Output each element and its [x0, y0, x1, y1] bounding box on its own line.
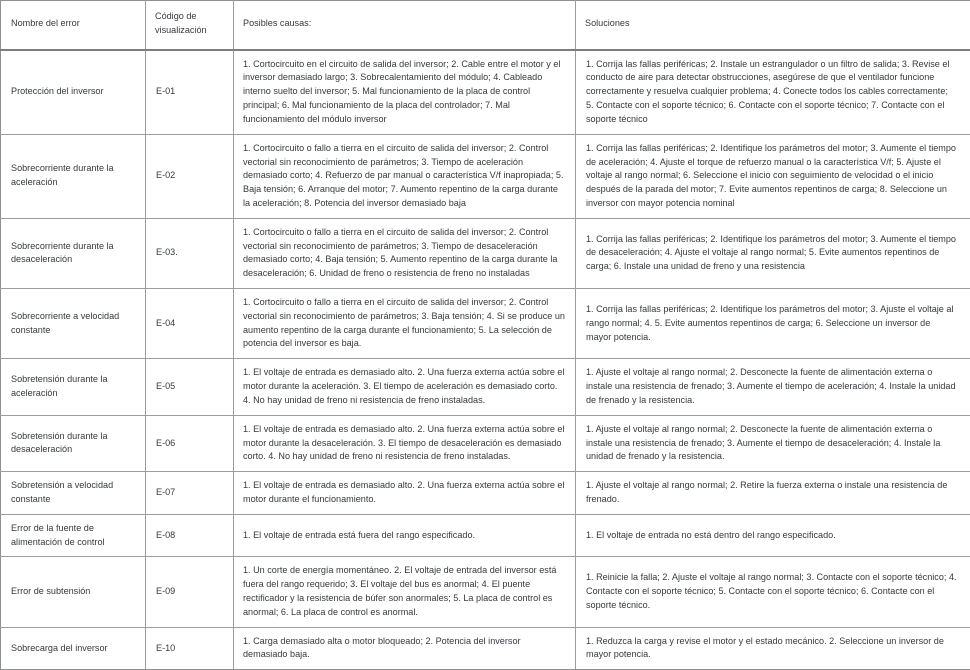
display-code-cell: E-04 [146, 289, 234, 359]
possible-causes-cell: 1. Cortocircuito o fallo a tierra en el circuito de salida del inversor; 2. Control vectorial sin reconocimiento de parámetros; 3. Tiempo de aceleración demasiado corto; 4. Refuerzo de par manual o característica V/f inapropiada; 5. Baja tensión; 6. Arranque del motor; 7. Aumento repentino de la carga durante la aceleración; 8. Potencia del inversor demasiado baja [234, 134, 576, 218]
display-code-cell: E-09 [146, 557, 234, 627]
display-code-cell: E-10 [146, 627, 234, 670]
column-header-error-name: Nombre del error [1, 1, 146, 50]
table-row [1, 289, 970, 359]
solutions-cell: 1. El voltaje de entrada no está dentro del rango especificado. [576, 514, 970, 557]
table-row [1, 134, 970, 218]
possible-causes-cell: 1. El voltaje de entrada es demasiado alto. 2. Una fuerza externa actúa sobre el motor durante el funcionamiento. [234, 472, 576, 515]
error-name-cell: Sobrecorriente durante la desaceleración [1, 218, 146, 288]
possible-causes-cell: 1. Cortocircuito o fallo a tierra en el circuito de salida del inversor; 2. Control vectorial sin reconocimiento de parámetros; 3. Baja tensión; 4. Si se produce un aumento repentino de la carga durante el funcionamiento; 5. La selección de potencia del inversor es baja. [234, 289, 576, 359]
table-row [1, 557, 970, 627]
solutions-cell: 1. Ajuste el voltaje al rango normal; 2. Desconecte la fuente de alimentación externa o instale una resistencia de frenado; 3. Aumente el tiempo de aceleración; 4. Instale la unidad de frenado y la resistencia. [576, 359, 970, 415]
possible-causes-cell: 1. Carga demasiado alta o motor bloqueado; 2. Potencia del inversor demasiado baja. [234, 627, 576, 670]
possible-causes-cell: 1. El voltaje de entrada es demasiado alto. 2. Una fuerza externa actúa sobre el motor durante la desaceleración. 3. El tiempo de desaceleración es demasiado corto. 4. No hay unidad de freno ni resistencia de freno instaladas. [234, 415, 576, 471]
table-row [1, 514, 970, 557]
solutions-cell: 1. Ajuste el voltaje al rango normal; 2. Desconecte la fuente de alimentación externa o instale una resistencia de frenado; 3. Aumente el tiempo de desaceleración; 4. Instale la unidad de frenado y la resistencia. [576, 415, 970, 471]
error-name-cell: Sobrecorriente durante la aceleración [1, 134, 146, 218]
error-name-cell: Sobretensión durante la aceleración [1, 359, 146, 415]
table-body [1, 50, 970, 670]
display-code-cell: E-07 [146, 472, 234, 515]
solutions-cell: 1. Corrija las fallas periféricas; 2. Identifique los parámetros del motor; 3. Aumente el tiempo de desaceleración; 4. Ajuste el voltaje al rango normal; 5. Evite aumentos repentinos de carga; 6. Instale una unidad de freno y una resistencia [576, 218, 970, 288]
display-code-cell: E-05 [146, 359, 234, 415]
column-header-solutions: Soluciones [576, 1, 970, 50]
possible-causes-cell: 1. Cortocircuito en el circuito de salida del inversor; 2. Cable entre el motor y el inversor demasiado largo; 3. Sobrecalentamiento del módulo; 4. Cableado interno suelto del inversor; 5. Mal funcionamiento de la placa de control principal; 6. Mal funcionamiento de la placa del controlador; 7. Mal funcionamiento del módulo inversor [234, 50, 576, 135]
possible-causes-cell: 1. Cortocircuito o fallo a tierra en el circuito de salida del inversor; 2. Control vectorial sin reconocimiento de parámetros; 3. Tiempo de desaceleración demasiado corto; 4. Baja tensión; 5. Aumento repentino de la carga durante la desaceleración; 6. Unidad de freno o resistencia de freno no instaladas [234, 218, 576, 288]
column-header-display-code: Código de visualización [146, 1, 234, 50]
display-code-cell: E-02 [146, 134, 234, 218]
solutions-cell: 1. Ajuste el voltaje al rango normal; 2. Retire la fuerza externa o instale una resistencia de frenado. [576, 472, 970, 515]
solutions-cell: 1. Reduzca la carga y revise el motor y el estado mecánico. 2. Seleccione un inversor de mayor potencia. [576, 627, 970, 670]
error-name-cell: Sobretensión a velocidad constante [1, 472, 146, 515]
error-name-cell: Error de subtensión [1, 557, 146, 627]
error-name-cell: Sobrecarga del inversor [1, 627, 146, 670]
table-row [1, 50, 970, 135]
table-header [1, 1, 970, 50]
table-row [1, 415, 970, 471]
table-row [1, 359, 970, 415]
error-name-cell: Protección del inversor [1, 50, 146, 135]
solutions-cell: 1. Corrija las fallas periféricas; 2. Identifique los parámetros del motor; 3. Ajuste el voltaje al rango normal; 4. 5. Evite aumentos repentinos de carga; 6. Seleccione un inversor de mayor potencia. [576, 289, 970, 359]
table-header-row [1, 1, 970, 50]
possible-causes-cell: 1. El voltaje de entrada está fuera del rango especificado. [234, 514, 576, 557]
display-code-cell: E-01 [146, 50, 234, 135]
display-code-cell: E-06 [146, 415, 234, 471]
column-header-possible-causes: Posibles causas: [234, 1, 576, 50]
possible-causes-cell: 1. Un corte de energía momentáneo. 2. El voltaje de entrada del inversor está fuera del rango requerido; 3. El voltaje del bus es anormal; 4. El puente rectificador y la resistencia de búfer son anormales; 5. La placa de control es anormal; 6. La placa de control es anormal. [234, 557, 576, 627]
table-row [1, 472, 970, 515]
table-row [1, 218, 970, 288]
possible-causes-cell: 1. El voltaje de entrada es demasiado alto. 2. Una fuerza externa actúa sobre el motor durante la aceleración. 3. El tiempo de aceleración es demasiado corto. 4. No hay unidad de freno ni resistencia de freno instaladas. [234, 359, 576, 415]
display-code-cell: E-03. [146, 218, 234, 288]
solutions-cell: 1. Corrija las fallas periféricas; 2. Instale un estrangulador o un filtro de salida; 3. Revise el conducto de aire para detectar obstrucciones, asegúrese de que el ventilador funcione correctamente y resuelva cualquier problema; 4. Conecte todos los cables correctamente; 5. Contacte con el soporte técnico; 6. Contacte con el soporte técnico; 7. Contacte con el soporte técnico [576, 50, 970, 135]
display-code-cell: E-08 [146, 514, 234, 557]
error-name-cell: Error de la fuente de alimentación de control [1, 514, 146, 557]
solutions-cell: 1. Corrija las fallas periféricas; 2. Identifique los parámetros del motor; 3. Aumente el tiempo de aceleración; 4. Ajuste el torque de refuerzo manual o la característica V/f; 5. Ajuste el voltaje al rango normal; 6. Seleccione el inicio con seguimiento de velocidad o el inicio después de la parada del motor; 7. Evite aumentos repentinos de carga; 8. Seleccione un inversor con mayor potencia nominal [576, 134, 970, 218]
solutions-cell: 1. Reinicie la falla; 2. Ajuste el voltaje al rango normal; 3. Contacte con el soporte técnico; 4. Contacte con el soporte técnico; 5. Contacte con el soporte técnico; 6. Contacte con el soporte técnico. [576, 557, 970, 627]
error-name-cell: Sobretensión durante la desaceleración [1, 415, 146, 471]
error-name-cell: Sobrecorriente a velocidad constante [1, 289, 146, 359]
table-row [1, 627, 970, 670]
